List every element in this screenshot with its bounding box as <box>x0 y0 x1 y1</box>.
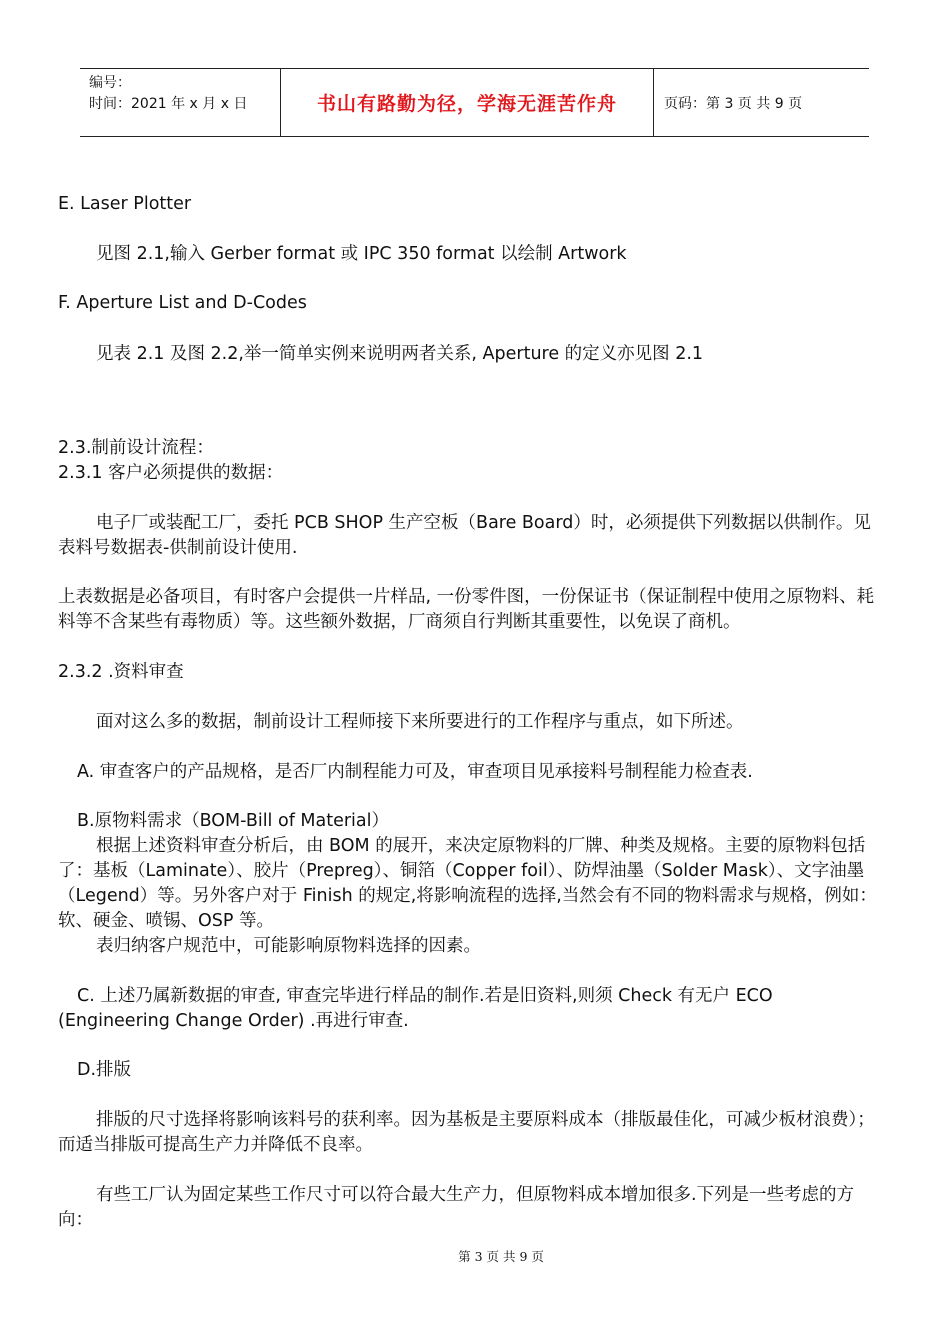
paragraph-aperture-list: 见表 2.1 及图 2.2,举一简单实例来说明两者关系, Aperture 的定义亦见图 2.1 <box>96 344 704 364</box>
page-footer: 第 3 页 共 9 页 <box>458 1249 544 1264</box>
paragraph-bom: 根据上述资料审查分析后，由 BOM 的展开，来决定原物料的厂牌、种类及规格。主要的原物料包括了：基板（Laminate）、胶片（Prepreg）、铜箔（Copper foil）、防焊油墨（Solder Mask）、文字油墨（Legend）等。另外客户对于 Finish 的规定,将影响流程的选择,当然会有不同的物料需求与规格，例如：软、硬金、喷锡、OSP 等。 <box>58 836 877 931</box>
header-motto-cell <box>281 69 654 136</box>
item-b-bom-heading: B.原物料需求（BOM-Bill of Material） <box>77 811 390 831</box>
serial-label: 编号： <box>89 75 131 91</box>
header-page-info: 页码：第 3 页 共 9 页 <box>664 95 803 112</box>
item-a-spec-review: A. 审查客户的产品规格，是否厂内制程能力可及，审查项目见承接料号制程能力检查表. <box>77 762 753 782</box>
paragraph-considerations: 有些工厂认为固定某些工作尺寸可以符合最大生产力，但原物料成本增加很多.下列是一些考虑的方向： <box>58 1185 855 1230</box>
section-heading-2-3: 2.3.制前设计流程： <box>58 438 214 458</box>
page-header <box>80 68 869 137</box>
paragraph-laser-plotter: 见图 2.1,输入 Gerber format 或 IPC 350 format 以绘制 Artwork <box>96 244 627 264</box>
paragraph-customer-data: 电子厂或装配工厂，委托 PCB SHOP 生产空板（Bare Board）时，必须提供下列数据以供制作。见表料号数据表-供制前设计使用. <box>58 513 871 558</box>
heading-laser-plotter: E. Laser Plotter <box>58 194 192 214</box>
heading-aperture-list: F. Aperture List and D-Codes <box>58 293 307 313</box>
paragraph-required-items: 上表数据是必备项目，有时客户会提供一片样品, 一份零件图，一份保证书（保证制程中使用之原物料、耗料等不含某些有毒物质）等。这些额外数据，厂商须自行判断其重要性，以免误了商机。 <box>58 587 875 632</box>
header-meta <box>80 69 281 136</box>
date-line: 时间：2021 年 x 月 x 日 <box>89 96 248 112</box>
section-heading-2-3-2: 2.3.2 .资料审查 <box>58 662 184 682</box>
header-motto: 书山有路勤为径，学海无涯苦作舟 <box>316 93 617 115</box>
paragraph-panelization: 排版的尺寸选择将影响该料号的获利率。因为基板是主要原料成本（排版最佳化，可减少板材浪费）；而适当排版可提高生产力并降低不良率。 <box>58 1110 875 1155</box>
item-c-eco-review: C. 上述乃属新数据的审查, 审查完毕进行样品的制作.若是旧资料,则须 Check 有无户 ECO (Engineering Change Order) .再进行审查. <box>58 986 773 1031</box>
item-d-panelization-heading: D.排版 <box>77 1060 132 1080</box>
section-heading-2-3-1: 2.3.1 客户必须提供的数据： <box>58 463 284 483</box>
paragraph-bom-factors: 表归纳客户规范中，可能影响原物料选择的因素。 <box>96 936 481 956</box>
paragraph-review-intro: 面对这么多的数据，制前设计工程师接下来所要进行的工作程序与重点，如下所述。 <box>96 712 744 732</box>
